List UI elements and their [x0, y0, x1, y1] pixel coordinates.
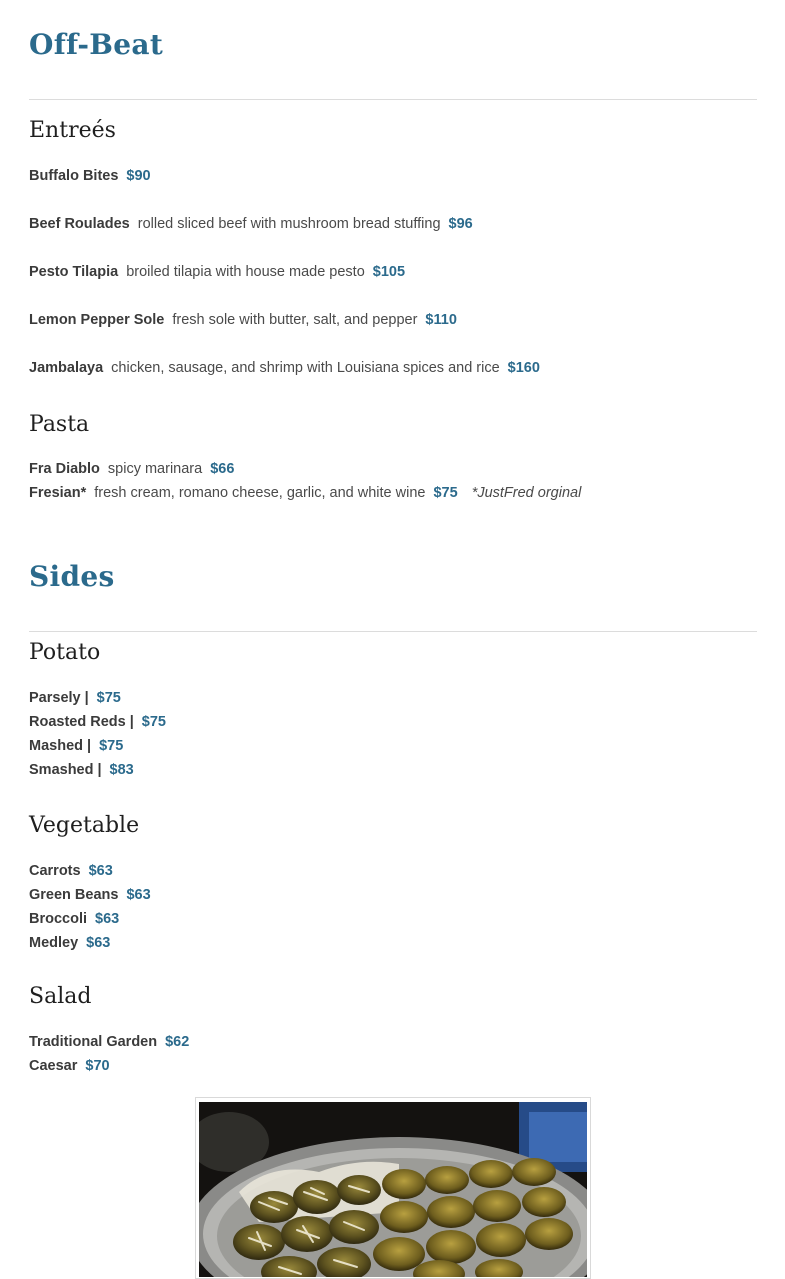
menu-item	[29, 1054, 110, 1078]
menu-item	[29, 481, 581, 505]
item-price: $75	[99, 738, 124, 754]
category-title-vegetable: Vegetable	[29, 813, 140, 838]
item-price: $63	[126, 887, 151, 903]
item-description: rolled sliced beef with mushroom bread stuffing	[137, 216, 441, 232]
item-name: Medley	[29, 935, 79, 951]
menu-item	[29, 907, 119, 931]
divider	[29, 99, 757, 100]
menu-item	[29, 356, 540, 380]
item-description: fresh cream, romano cheese, garlic, and white wine	[94, 485, 426, 501]
divider	[29, 631, 757, 632]
item-price: $75	[96, 690, 121, 706]
item-name: Beef Roulades	[29, 216, 130, 232]
item-price: $105	[372, 264, 406, 280]
menu-item	[29, 308, 457, 332]
item-price: $62	[165, 1034, 190, 1050]
food-photo	[199, 1102, 587, 1277]
separator: |	[97, 762, 102, 778]
category-title-salad: Salad	[29, 984, 92, 1009]
item-price: $90	[126, 168, 151, 184]
item-price: $110	[425, 312, 457, 328]
menu-item	[29, 931, 110, 955]
item-price: $83	[109, 762, 134, 778]
item-name: Traditional Garden	[29, 1034, 158, 1050]
section-title-sides: Sides	[29, 560, 115, 593]
separator: |	[129, 714, 134, 730]
menu-item	[29, 686, 121, 710]
category-title-potato: Potato	[29, 640, 101, 665]
menu-item	[29, 212, 473, 236]
item-description: spicy marinara	[107, 461, 203, 477]
item-price: $75	[141, 714, 166, 730]
item-name: Green Beans	[29, 887, 119, 903]
menu-item	[29, 164, 151, 188]
menu-item	[29, 883, 151, 907]
separator: |	[84, 690, 89, 706]
item-price: $70	[85, 1058, 110, 1074]
item-name: Fresian*	[29, 485, 87, 501]
menu-item	[29, 260, 405, 284]
item-price: $75	[433, 485, 458, 501]
menu-item	[29, 734, 123, 758]
item-price: $63	[86, 935, 111, 951]
item-price: $66	[210, 461, 235, 477]
menu-item	[29, 859, 113, 883]
item-description: broiled tilapia with house made pesto	[126, 264, 365, 280]
item-price: $63	[95, 911, 120, 927]
item-name: Broccoli	[29, 911, 88, 927]
separator: |	[87, 738, 92, 754]
item-name: Mashed	[29, 738, 83, 754]
item-description: chicken, sausage, and shrimp with Louisiana spices and rice	[111, 360, 500, 376]
item-name: Caesar	[29, 1058, 78, 1074]
category-title-pasta: Pasta	[29, 412, 90, 437]
item-description: fresh sole with butter, salt, and pepper	[172, 312, 418, 328]
item-name: Roasted Reds	[29, 714, 126, 730]
stuffed-mushrooms-image	[199, 1102, 587, 1277]
food-photo-frame	[195, 1097, 591, 1279]
item-price: $63	[88, 863, 113, 879]
item-note: *JustFred orginal	[471, 485, 582, 501]
item-price: $160	[507, 360, 540, 376]
menu-item	[29, 457, 234, 481]
item-name: Pesto Tilapia	[29, 264, 119, 280]
menu-item	[29, 758, 134, 782]
section-title-offbeat: Off-Beat	[29, 28, 164, 61]
item-name: Carrots	[29, 863, 81, 879]
item-name: Buffalo Bites	[29, 168, 119, 184]
menu-item	[29, 710, 166, 734]
item-name: Parsely	[29, 690, 81, 706]
item-name: Lemon Pepper Sole	[29, 312, 165, 328]
item-name: Fra Diablo	[29, 461, 100, 477]
item-name: Smashed	[29, 762, 94, 778]
menu-item	[29, 1030, 189, 1054]
category-title-entrees: Entreés	[29, 118, 116, 143]
item-price: $96	[448, 216, 473, 232]
item-name: Jambalaya	[29, 360, 104, 376]
